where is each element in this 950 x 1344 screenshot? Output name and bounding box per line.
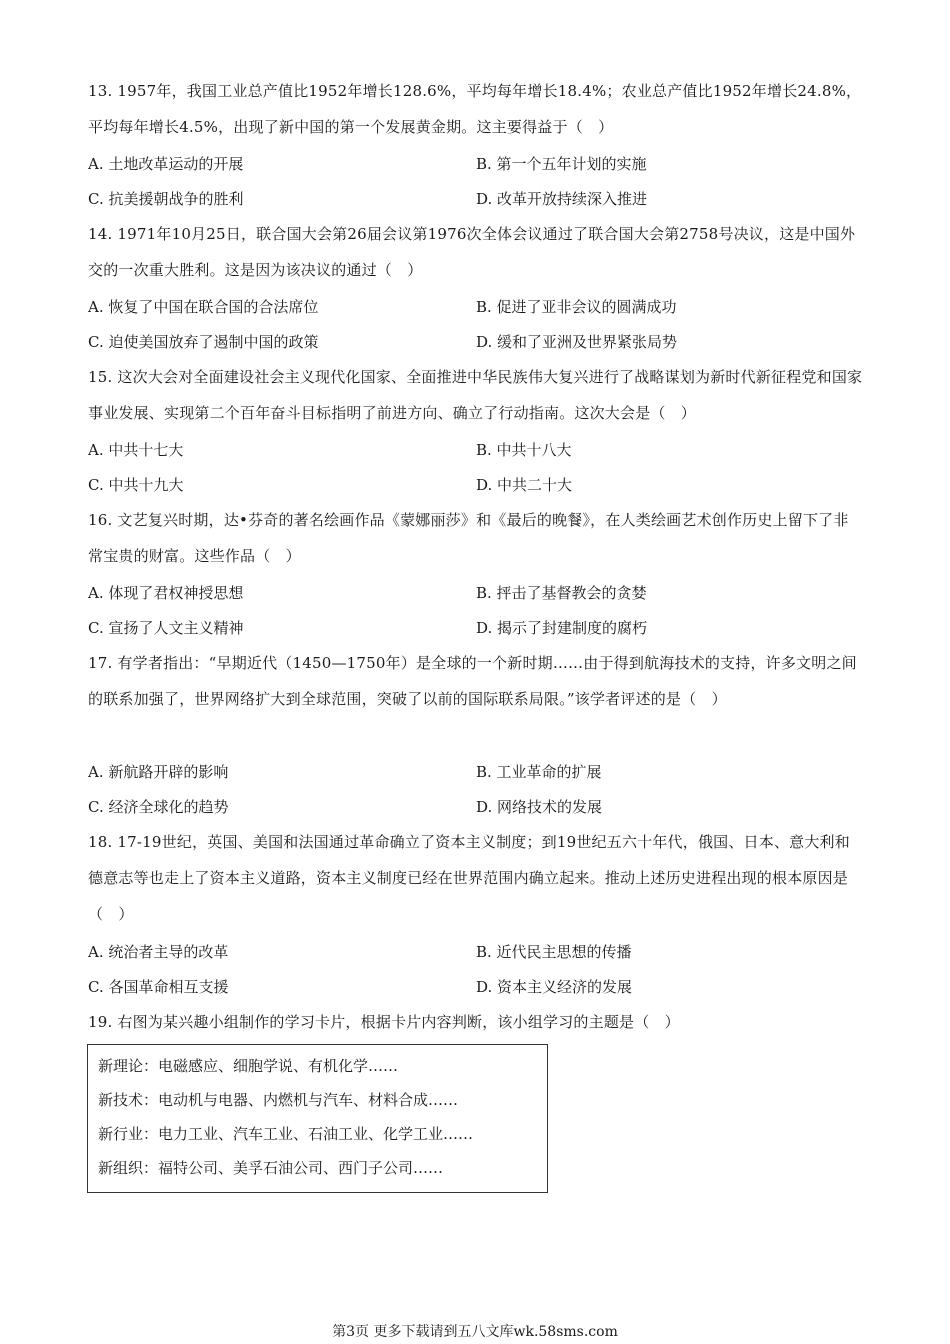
- question-15-option-a: A. 中共十七大: [88, 441, 184, 459]
- question-17-option-a: A. 新航路开辟的影响: [88, 763, 229, 781]
- question-16-option-d: D. 揭示了封建制度的腐朽: [476, 619, 648, 637]
- study-card: [87, 1044, 548, 1193]
- question-14-option-c: C. 迫使美国放弃了遏制中国的政策: [88, 333, 319, 351]
- question-15-option-c: C. 中共十九大: [88, 476, 184, 494]
- question-16-option-c: C. 宣扬了人文主义精神: [88, 619, 244, 637]
- question-14-option-d: D. 缓和了亚洲及世界紧张局势: [476, 333, 678, 351]
- question-17-stem: 17. 有学者指出：“早期近代（1450—1750年）是全球的一个新时期……由于得到航海技术的支持，许多文明之间的联系加强了，世界网络扩大到全球范围，突破了以前的国际联系局限。”该学者评述的是（ ）: [88, 654, 857, 708]
- question-15-stem: 15. 这次大会对全面建设社会主义现代化国家、全面推进中华民族伟大复兴进行了战略谋划为新时代新征程党和国家事业发展、实现第二个百年奋斗目标指明了前进方向、确立了行动指南。这次大会是（ ）: [88, 368, 863, 422]
- question-17-option-c: C. 经济全球化的趋势: [88, 798, 229, 816]
- question-19-stem: 19. 右图为某兴趣小组制作的学习卡片，根据卡片内容判断，该小组学习的主题是（ ）: [88, 1013, 680, 1031]
- question-13-option-a: A. 土地改革运动的开展: [88, 155, 244, 173]
- question-17-option-b: B. 工业革命的扩展: [476, 763, 602, 781]
- question-13-option-d: D. 改革开放持续深入推进: [476, 190, 648, 208]
- question-17-option-d: D. 网络技术的发展: [476, 798, 603, 816]
- page-footer: 第3页 更多下载请到五八文库wk.58sms.com: [332, 1324, 618, 1340]
- question-16-stem: 16. 文艺复兴时期，达•芬奇的著名绘画作品《蒙娜丽莎》和《最后的晚餐》，在人类绘画艺术创作历史上留下了非常宝贵的财富。这些作品（ ）: [88, 511, 849, 565]
- question-15-option-d: D. 中共二十大: [476, 476, 573, 494]
- question-18-option-c: C. 各国革命相互支援: [88, 978, 229, 996]
- question-13-option-b: B. 第一个五年计划的实施: [476, 155, 647, 173]
- question-16-option-b: B. 抨击了基督教会的贪婪: [476, 584, 647, 602]
- question-16-option-a: A. 体现了君权神授思想: [88, 584, 244, 602]
- question-14-stem: 14. 1971年10月25日，联合国大会第26届会议第1976次全体会议通过了联合国大会第2758号决议，这是中国外交的一次重大胜利。这是因为该决议的通过（ ）: [88, 225, 856, 279]
- question-14-option-b: B. 促进了亚非会议的圆满成功: [476, 298, 677, 316]
- question-18-option-d: D. 资本主义经济的发展: [476, 978, 633, 996]
- card-line-technology: 新技术：电动机与电器、内燃机与汽车、材料合成……: [98, 1091, 459, 1109]
- question-18-stem: 18. 17-19世纪，英国、美国和法国通过革命确立了资本主义制度；到19世纪五六十年代，俄国、日本、意大利和德意志等也走上了资本主义道路，资本主义制度已经在世界范围内确立起来。推动上述历史进程出现的根本原因是（ ）: [88, 833, 850, 923]
- question-14-option-a: A. 恢复了中国在联合国的合法席位: [88, 298, 319, 316]
- question-18-option-a: A. 统治者主导的改革: [88, 943, 229, 961]
- card-line-organization: 新组织：福特公司、美孚石油公司、西门子公司……: [98, 1159, 444, 1177]
- question-18-option-b: B. 近代民主思想的传播: [476, 943, 632, 961]
- card-line-industry: 新行业：电力工业、汽车工业、石油工业、化学工业……: [98, 1125, 474, 1143]
- question-15-option-b: B. 中共十八大: [476, 441, 572, 459]
- card-line-theory: 新理论：电磁感应、细胞学说、有机化学……: [98, 1057, 399, 1075]
- question-13-option-c: C. 抗美援朝战争的胜利: [88, 190, 244, 208]
- question-13-stem: 13. 1957年，我国工业总产值比1952年增长128.6%，平均每年增长18.4%；农业总产值比1952年增长24.8%，平均每年增长4.5%，出现了新中国的第一个发展黄金期。这主要得益于（ ）: [88, 82, 862, 136]
